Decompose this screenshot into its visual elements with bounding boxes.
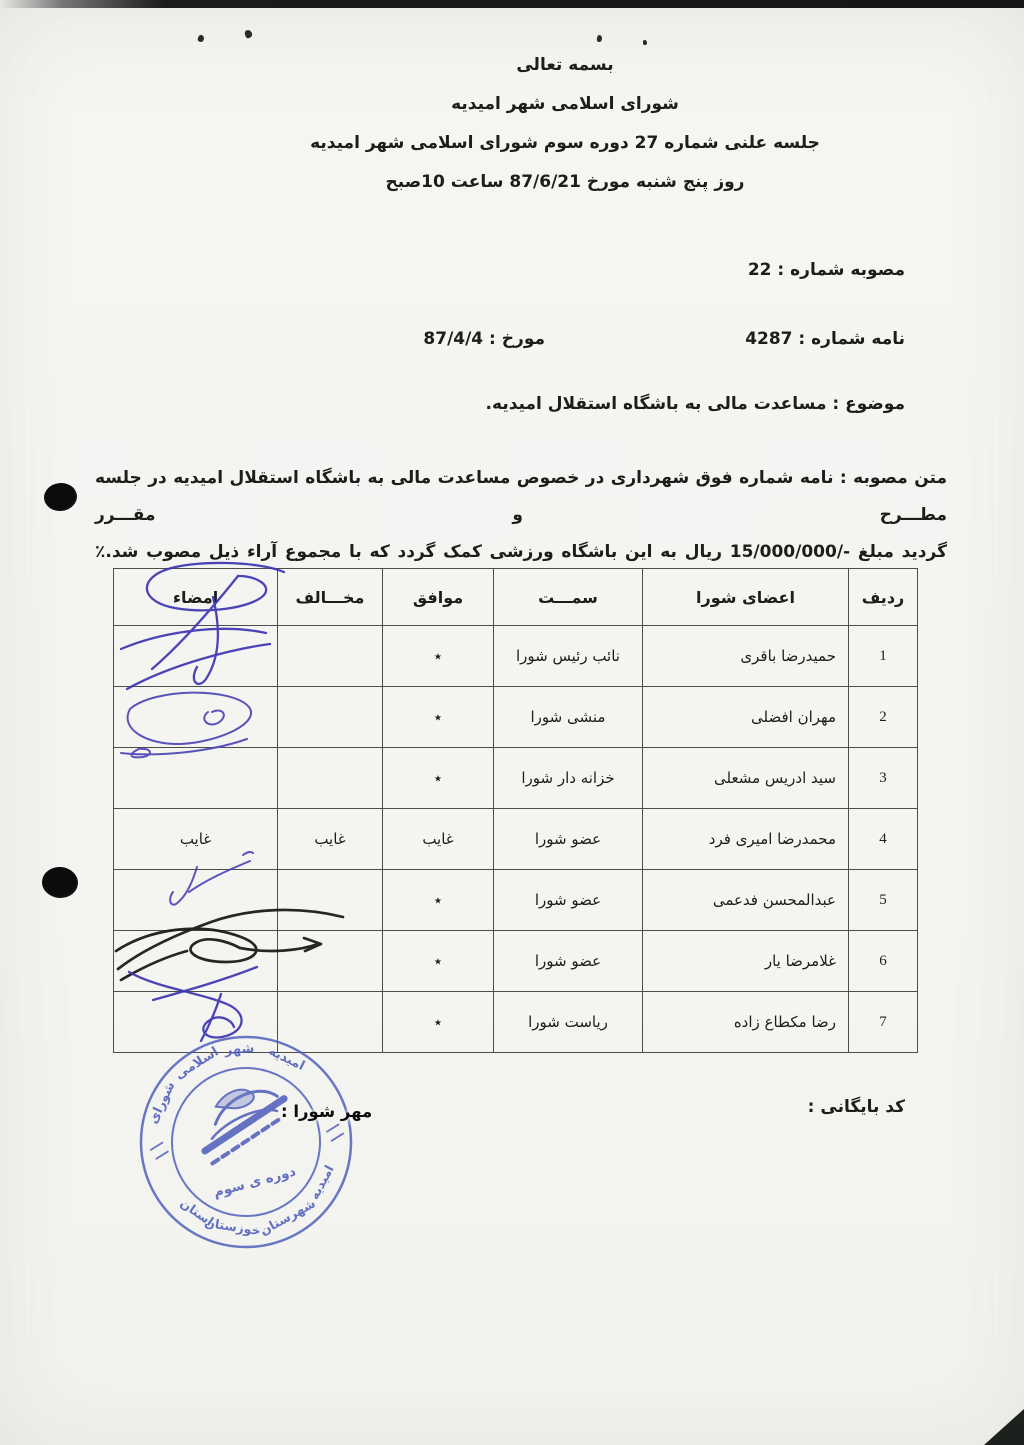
table-row — [114, 687, 918, 748]
stamp-outer-ring — [126, 1022, 366, 1262]
cell-row-number: 2 — [849, 687, 918, 748]
cell-vote-oppose — [278, 626, 383, 687]
cell-vote-agree: غایب — [383, 809, 494, 870]
table-row — [114, 931, 918, 992]
cell-member-name: محمدرضا امیری فرد — [643, 809, 849, 870]
cell-row-number: 1 — [849, 626, 918, 687]
ink-speck — [643, 40, 647, 45]
cell-vote-agree: ٭ — [383, 748, 494, 809]
stamp-ring-text — [132, 1022, 349, 1260]
stamp-word: شهر — [224, 1041, 255, 1059]
cell-row-number: 4 — [849, 809, 918, 870]
ink-speck — [244, 29, 253, 39]
column-header: مخـــالف — [278, 569, 383, 626]
resolution-body-line1: متن مصوبه : نامه شماره فوق شهرداری در خصوص مساعدت مالی به باشگاه استقلال امیدیه در جلسه مطـــرح و مقـــرر — [95, 468, 947, 525]
approval-number: مصوبه شماره : 22 — [747, 260, 905, 280]
stamp-emblem — [192, 1079, 296, 1165]
cell-row-number: 5 — [849, 870, 918, 931]
cell-member-name: حمیدرضا باقری — [643, 626, 849, 687]
council-name-line: شورای اسلامی شهر امیدیه — [451, 94, 679, 114]
table-header-row — [114, 569, 918, 626]
cell-vote-agree: ٭ — [383, 687, 494, 748]
cell-vote-agree: ٭ — [383, 870, 494, 931]
table-row — [114, 870, 918, 931]
cell-signature: غایب — [114, 809, 278, 870]
cell-row-number: 3 — [849, 748, 918, 809]
document-header — [255, 46, 875, 202]
cell-role: نائب رئیس شورا — [494, 626, 643, 687]
bismillah-line: بسمه تعالی — [516, 55, 614, 75]
table-row — [114, 626, 918, 687]
stamp-word: استان — [177, 1195, 217, 1229]
council-stamp — [126, 1022, 366, 1262]
stamp-word: امیدیه — [266, 1043, 307, 1074]
ink-speck — [596, 35, 602, 43]
stamp-word: خوزستان — [203, 1214, 262, 1239]
cell-member-name: غلامرضا یار — [643, 931, 849, 992]
stamp-word: امیدیه — [306, 1162, 337, 1202]
cell-vote-agree: ٭ — [383, 931, 494, 992]
letter-number: نامه شماره : 4287 — [745, 329, 905, 349]
letter-date: مورخ : 87/4/4 — [423, 329, 545, 349]
archive-code-label: کد بایگانی : — [807, 1097, 905, 1117]
cell-signature — [114, 687, 278, 748]
column-header: امضاء — [114, 569, 278, 626]
session-title-line: جلسه علنی شماره 27 دوره سوم شورای اسلامی شهر امیدیه — [310, 133, 820, 153]
cell-role: عضو شورا — [494, 870, 643, 931]
cell-vote-oppose — [278, 687, 383, 748]
cell-signature — [114, 626, 278, 687]
cell-vote-agree: ٭ — [383, 626, 494, 687]
cell-signature — [114, 931, 278, 992]
cell-role: خزانه دار شورا — [494, 748, 643, 809]
cell-member-name: مهران افضلی — [643, 687, 849, 748]
stamp-word: شورای — [145, 1079, 179, 1127]
scan-edge-shadow — [0, 0, 1024, 8]
stamp-caption: مهر شورا : — [281, 1102, 373, 1121]
cell-member-name: سید ادریس مشعلی — [643, 748, 849, 809]
session-date-line: روز پنج شنبه مورخ 87/6/21 ساعت 10صبح — [385, 172, 745, 192]
column-header: سمـــت — [494, 569, 643, 626]
resolution-body — [95, 460, 947, 571]
cell-row-number: 7 — [849, 992, 918, 1053]
table-row — [114, 992, 918, 1053]
stamp-center-text: دوره ی سوم — [211, 1163, 298, 1201]
cell-signature — [114, 748, 278, 809]
cell-row-number: 6 — [849, 931, 918, 992]
cell-vote-agree: ٭ — [383, 992, 494, 1053]
column-header: اعضای شورا — [643, 569, 849, 626]
cell-vote-oppose: غایب — [278, 809, 383, 870]
cell-signature — [114, 992, 278, 1053]
cell-role: عضو شورا — [494, 931, 643, 992]
stamp-word: شهرستان — [257, 1195, 318, 1239]
cell-role: ریاست شورا — [494, 992, 643, 1053]
column-header: ردیف — [849, 569, 918, 626]
ink-speck — [197, 34, 205, 43]
cell-member-name: رضا مکطاع زاده — [643, 992, 849, 1053]
cell-member-name: عبدالمحسن فدعمی — [643, 870, 849, 931]
punch-hole — [41, 866, 79, 899]
table-row — [114, 809, 918, 870]
punch-hole — [43, 481, 79, 512]
scan-corner-fold — [984, 1409, 1024, 1445]
cell-vote-oppose — [278, 748, 383, 809]
resolution-body-line2: گردید مبلغ -/15/000/000 ریال به این باشگاه ورزشی کمک گردد که با مجموع آراء ذیل مصوب شد.٪ — [95, 542, 947, 562]
table-row — [114, 748, 918, 809]
cell-role: عضو شورا — [494, 809, 643, 870]
cell-vote-oppose — [278, 931, 383, 992]
cell-vote-oppose — [278, 870, 383, 931]
subject-line: موضوع : مساعدت مالی به باشگاه استقلال امیدیه. — [485, 394, 905, 414]
cell-vote-oppose — [278, 992, 383, 1053]
cell-role: منشی شورا — [494, 687, 643, 748]
stamp-word: اسلامی — [172, 1044, 222, 1083]
cell-signature — [114, 870, 278, 931]
stamp-inner-ring — [155, 1051, 336, 1232]
column-header: موافق — [383, 569, 494, 626]
members-vote-table — [113, 568, 918, 1053]
